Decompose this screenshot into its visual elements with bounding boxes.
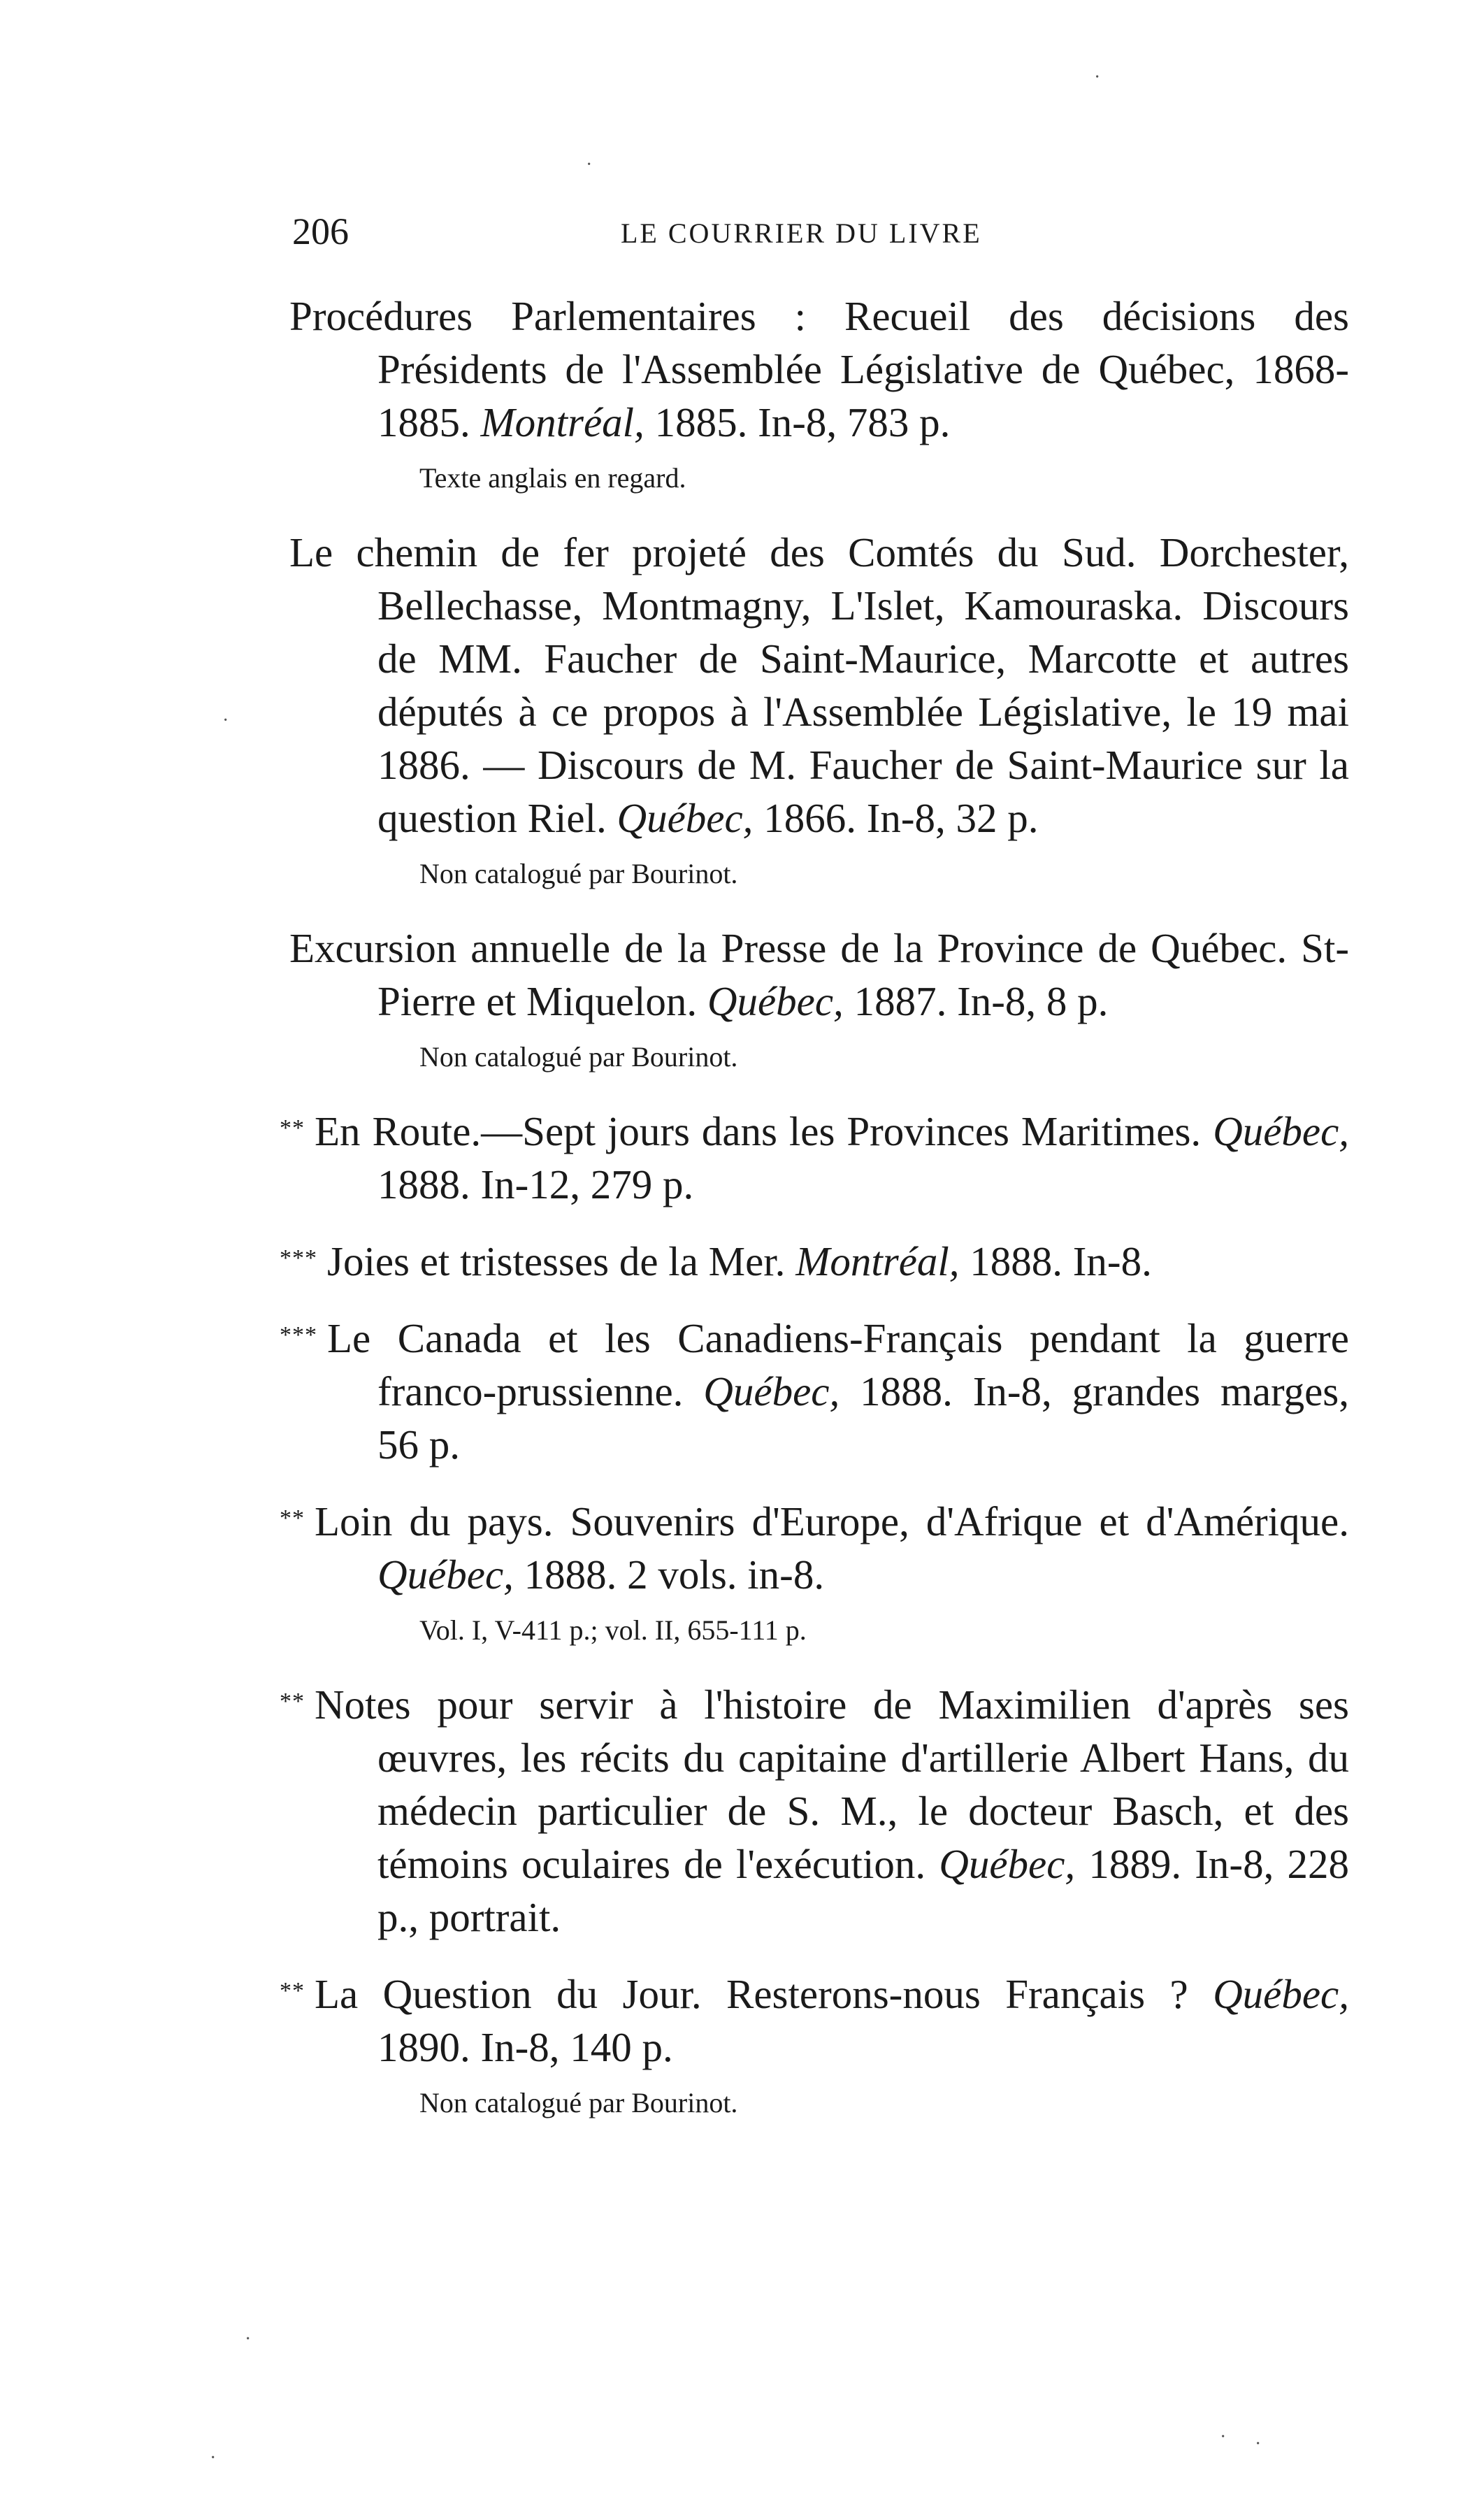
entry-note: Non catalogué par Bourinot. (419, 1041, 738, 1073)
entry-title: Joies et tristesses de la Mer. (327, 1238, 786, 1284)
entry-place: Québec, (617, 795, 754, 841)
entry-place: Québec, (1213, 1971, 1349, 2017)
speck-mark: · (1094, 66, 1101, 88)
entry-details: 1888. 2 vols. in-8. (524, 1551, 825, 1598)
entry-asterisks: ** (280, 1505, 305, 1531)
bibliography-entry (280, 919, 1349, 1028)
entry-place: Québec, (703, 1368, 840, 1414)
entry-title: Le chemin de fer projeté des Comtés du Sud. Dorchester, Bellechasse, Montmagny, L'Islet, Kamouraska. Discours de MM. Faucher de Saint-Maurice, Marcotte et autres députés à ce propos à l'Assemblée Législative, le 19 mai 1886. — Discours de M. Faucher de Saint-Maurice sur la question Riel. (289, 529, 1349, 841)
bibliography-entry (280, 1102, 1349, 1211)
running-head (292, 210, 1026, 266)
entry-asterisks: ** (280, 1978, 305, 2004)
entry-title: Loin du pays. Souvenirs d'Europe, d'Afrique et d'Amérique. (315, 1498, 1349, 1544)
entry-details: 1887. In-8, 8 p. (853, 978, 1109, 1024)
entry-note: Texte anglais en regard. (419, 462, 686, 494)
entry-title: Le Canada et les Canadiens-Français pendant la guerre franco-prussienne. (327, 1315, 1349, 1414)
entry-details: 1888. In-8. (970, 1238, 1152, 1284)
entry-note: Non catalogué par Bourinot. (419, 2087, 738, 2118)
entry-details: 1885. In-8, 783 p. (654, 399, 951, 445)
entry-details: 1888. In-12, 279 p. (377, 1161, 694, 1207)
bibliography-entry (280, 1965, 1349, 2074)
bibliography-entry (280, 1309, 1349, 1471)
bibliography-entry (280, 1675, 1349, 1944)
entry-details: 1889. In-8, 228 p., portrait. (377, 1841, 1349, 1940)
entry-place: Québec, (1213, 1108, 1350, 1154)
journal-title: LE COURRIER DU LIVRE (621, 217, 982, 249)
speck-mark: · (586, 154, 593, 175)
entry-details: 1888. In-8, grandes marges, 56 p. (377, 1368, 1350, 1468)
entry-asterisks: ** (280, 1115, 305, 1141)
speck-mark: · (1220, 2426, 1227, 2448)
speck-mark: · (210, 2447, 217, 2469)
entry-place: Québec, (707, 978, 844, 1024)
entry-asterisks: *** (280, 1322, 317, 1348)
entry-asterisks: *** (280, 1245, 317, 1271)
bibliography-entry (280, 1492, 1349, 1601)
bibliography-list (280, 287, 1349, 2123)
speck-mark: · (1255, 2433, 1262, 2455)
entry-place: Montréal, (795, 1238, 960, 1284)
page-number: 206 (292, 210, 349, 252)
entry-title: La Question du Jour. Resterons-nous Français ? (315, 1971, 1188, 2017)
entry-title: Excursion annuelle de la Presse de la Province de Québec. St-Pierre et Miquelon. (289, 925, 1349, 1024)
speck-mark: · (222, 710, 229, 731)
entry-title: Notes pour servir à l'histoire de Maximilien d'après ses œuvres, les récits du capitaine d'artillerie Albert Hans, du médecin particulier de S. M., le docteur Basch, et des témoins oculaires de l'exécution. (315, 1681, 1349, 1887)
entry-title: Procédures Parlementaires : Recueil des décisions des Présidents de l'Assemblée Législative de Québec, 1868-1885. (289, 293, 1349, 445)
entry-place: Montréal, (480, 399, 644, 445)
entry-title: En Route.—Sept jours dans les Provinces Maritimes. (315, 1108, 1202, 1154)
entry-details: 1866. In-8, 32 p. (763, 795, 1039, 841)
bibliography-entry (280, 1232, 1349, 1288)
entry-details: 1890. In-8, 140 p. (377, 2024, 673, 2070)
entry-note: Non catalogué par Bourinot. (419, 858, 738, 889)
speck-mark: · (245, 2328, 252, 2350)
entry-note: Vol. I, V-411 p.; vol. II, 655-111 p. (419, 1614, 807, 1646)
entry-asterisks: ** (280, 1688, 305, 1714)
entry-place: Québec, (939, 1841, 1076, 1887)
entry-place: Québec, (377, 1551, 514, 1598)
bibliography-entry (280, 523, 1349, 845)
bibliography-entry (280, 287, 1349, 449)
